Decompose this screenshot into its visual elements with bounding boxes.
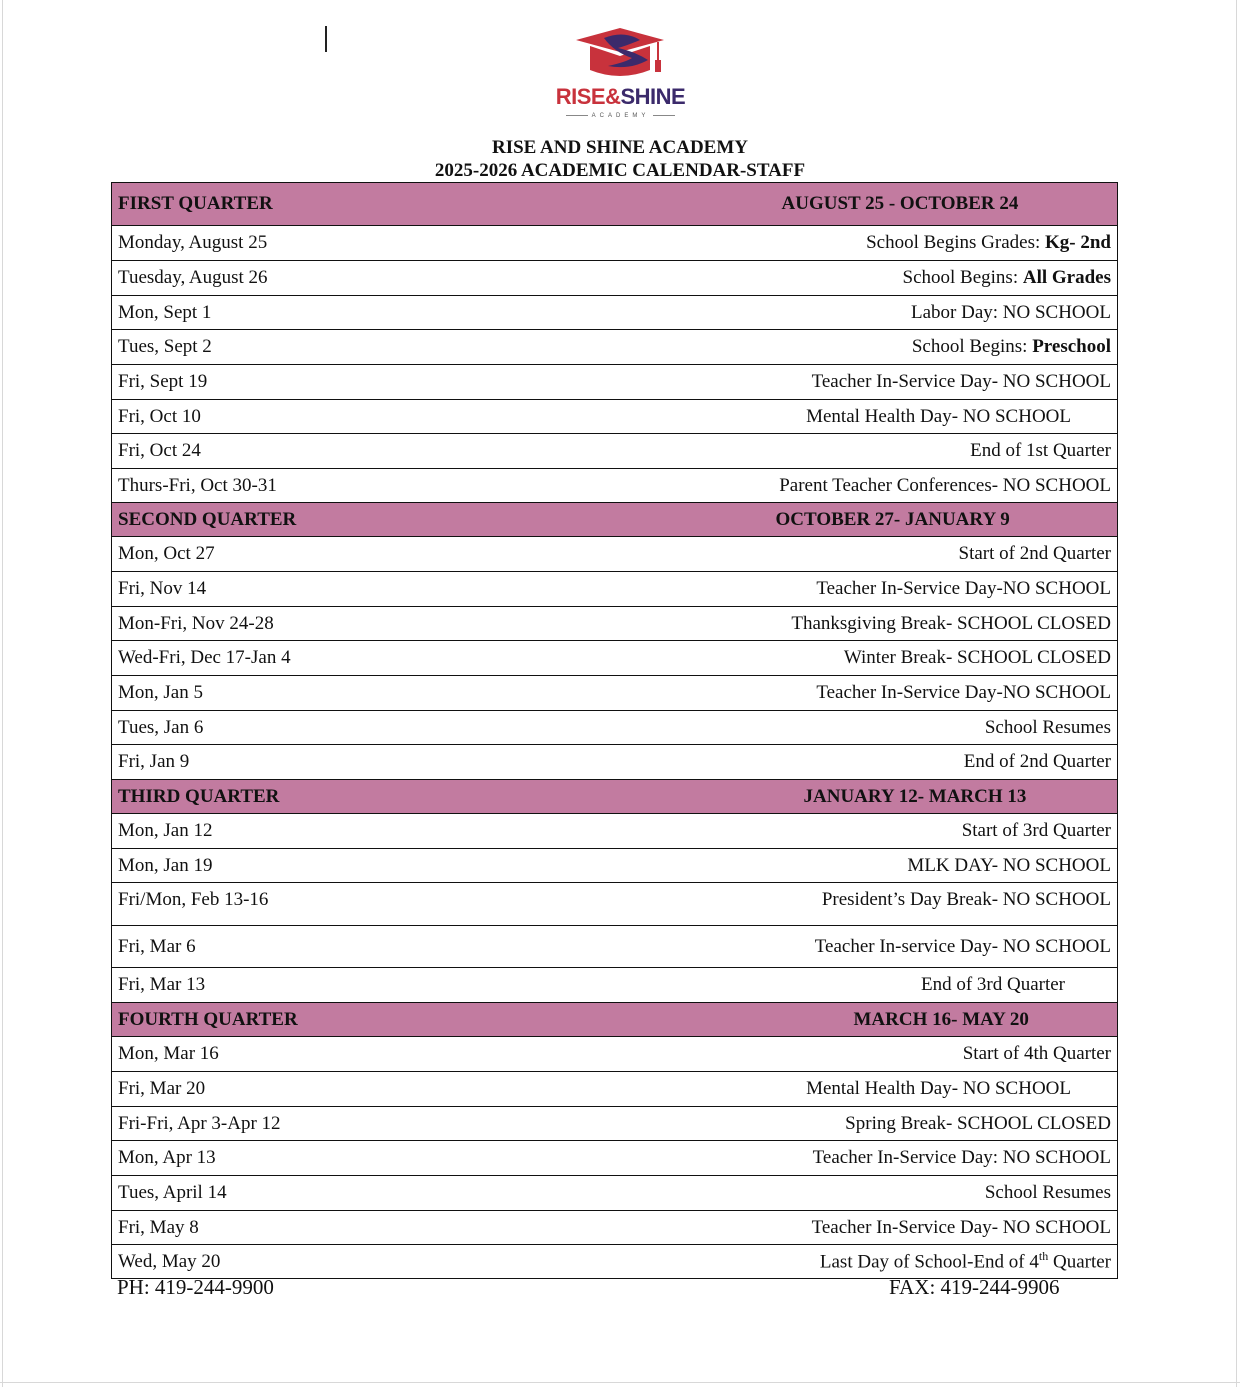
quarter-name: THIRD QUARTER	[112, 780, 612, 814]
table-row	[112, 1037, 1118, 1072]
event-desc: Teacher In-Service Day-NO SCHOOL	[612, 572, 1118, 607]
event-date: Fri, Jan 9	[112, 745, 612, 780]
event-date: Tues, Jan 6	[112, 711, 612, 745]
quarter-name: FOURTH QUARTER	[112, 1003, 612, 1037]
table-row	[112, 226, 1118, 261]
event-desc: Parent Teacher Conferences- NO SCHOOL	[612, 469, 1118, 503]
table-row	[112, 537, 1118, 572]
table-row	[112, 1107, 1118, 1141]
event-desc: School Resumes	[612, 1176, 1118, 1211]
quarter-header	[112, 1003, 1118, 1037]
quarter-header	[112, 183, 1118, 226]
event-date: Fri-Fri, Apr 3-Apr 12	[112, 1107, 612, 1141]
event-date: Mon-Fri, Nov 24-28	[112, 607, 612, 641]
quarter-range: OCTOBER 27- JANUARY 9	[612, 503, 1118, 537]
quarter-name: FIRST QUARTER	[112, 183, 612, 226]
event-desc: Start of 4th Quarter	[612, 1037, 1118, 1072]
event-desc	[612, 261, 1118, 296]
event-date: Fri, Mar 6	[112, 926, 612, 968]
doc-title: RISE AND SHINE ACADEMY	[491, 137, 749, 158]
event-date: Mon, Jan 19	[112, 849, 612, 883]
footer-phone: PH: 419-244-9900	[117, 1275, 274, 1299]
event-date: Monday, August 25	[112, 226, 612, 261]
event-superscript: th	[1038, 1249, 1049, 1264]
event-date: Tuesday, August 26	[112, 261, 612, 296]
event-date: Fri, Nov 14	[112, 572, 612, 607]
table-row	[112, 711, 1118, 745]
table-row	[112, 469, 1118, 503]
logo-word-rise: RISE&	[555, 84, 621, 109]
table-row	[112, 296, 1118, 330]
event-desc: MLK DAY- NO SCHOOL	[612, 849, 1118, 883]
event-date: Wed-Fri, Dec 17-Jan 4	[112, 641, 612, 676]
text-cursor	[325, 26, 327, 52]
quarter-range: JANUARY 12- MARCH 13	[612, 780, 1118, 814]
graduation-cap-icon	[574, 26, 668, 84]
table-row	[112, 814, 1118, 849]
event-date: Fri/Mon, Feb 13-16	[112, 883, 612, 926]
event-desc: End of 1st Quarter	[612, 434, 1118, 469]
quarter-name: SECOND QUARTER	[112, 503, 612, 537]
table-row	[112, 1211, 1118, 1245]
event-date: Mon, Jan 5	[112, 676, 612, 711]
event-date: Wed, May 20	[112, 1245, 612, 1279]
logo-wordmark	[548, 84, 693, 110]
table-row	[112, 365, 1118, 400]
event-text: School Begins Grades:	[866, 232, 1045, 253]
event-emphasis: Preschool	[1032, 336, 1111, 357]
table-row	[112, 676, 1118, 711]
event-desc: School Resumes	[612, 711, 1118, 745]
event-desc: Thanksgiving Break- SCHOOL CLOSED	[612, 607, 1118, 641]
quarter-header	[112, 503, 1118, 537]
table-row	[112, 1072, 1118, 1107]
table-row	[112, 926, 1118, 968]
table-row	[112, 641, 1118, 676]
event-desc: Start of 2nd Quarter	[612, 537, 1118, 572]
event-date: Fri, Mar 13	[112, 968, 612, 1003]
page-edge	[2, 0, 3, 1387]
quarter-header	[112, 780, 1118, 814]
event-desc: End of 3rd Quarter	[612, 968, 1118, 1003]
event-text: School Begins:	[911, 336, 1033, 357]
event-desc: Teacher In-Service Day: NO SCHOOL	[612, 1141, 1118, 1176]
event-date: Tues, April 14	[112, 1176, 612, 1211]
event-desc: Labor Day: NO SCHOOL	[612, 296, 1118, 330]
event-date: Mon, Sept 1	[112, 296, 612, 330]
event-date: Fri, Oct 10	[112, 400, 612, 434]
logo-tagline: ACADEMY	[548, 112, 693, 120]
footer-fax: FAX: 419-244-9906	[889, 1275, 1060, 1299]
page-edge	[1236, 0, 1237, 1387]
event-desc: Mental Health Day- NO SCHOOL	[612, 1072, 1118, 1107]
event-desc: Winter Break- SCHOOL CLOSED	[612, 641, 1118, 676]
event-desc	[612, 226, 1118, 261]
event-desc: Teacher In-service Day- NO SCHOOL	[612, 926, 1118, 968]
table-row	[112, 400, 1118, 434]
table-row	[112, 883, 1118, 926]
event-emphasis: All Grades	[1022, 267, 1111, 288]
event-desc: Teacher In-Service Day- NO SCHOOL	[612, 1211, 1118, 1245]
quarter-range: AUGUST 25 - OCTOBER 24	[612, 183, 1118, 226]
event-desc: Teacher In-Service Day-NO SCHOOL	[612, 676, 1118, 711]
calendar-table	[111, 182, 1118, 1279]
event-date: Fri, Sept 19	[112, 365, 612, 400]
event-desc: Mental Health Day- NO SCHOOL	[612, 400, 1118, 434]
table-row	[112, 1176, 1118, 1211]
event-desc: Spring Break- SCHOOL CLOSED	[612, 1107, 1118, 1141]
table-row	[112, 745, 1118, 780]
event-emphasis: Kg- 2nd	[1045, 232, 1111, 253]
event-desc: Start of 3rd Quarter	[612, 814, 1118, 849]
event-date: Mon, Mar 16	[112, 1037, 612, 1072]
event-date: Tues, Sept 2	[112, 330, 612, 365]
event-text: School Begins:	[902, 267, 1023, 288]
table-row	[112, 607, 1118, 641]
doc-subtitle: 2025-2026 ACADEMIC CALENDAR-STAFF	[434, 160, 806, 181]
event-desc	[612, 330, 1118, 365]
table-row	[112, 330, 1118, 365]
event-date: Mon, Apr 13	[112, 1141, 612, 1176]
academy-logo	[548, 26, 693, 121]
event-text-suffix: Quarter	[1048, 1251, 1111, 1273]
event-date: Mon, Jan 12	[112, 814, 612, 849]
table-row	[112, 849, 1118, 883]
table-row	[112, 434, 1118, 469]
table-row	[112, 261, 1118, 296]
event-date: Fri, Mar 20	[112, 1072, 612, 1107]
event-desc: End of 2nd Quarter	[612, 745, 1118, 780]
quarter-range: MARCH 16- MAY 20	[612, 1003, 1118, 1037]
page-edge	[0, 1382, 1240, 1383]
event-desc: Teacher In-Service Day- NO SCHOOL	[612, 365, 1118, 400]
event-date: Thurs-Fri, Oct 30-31	[112, 469, 612, 503]
table-row	[112, 968, 1118, 1003]
event-text: Last Day of School-End of 4	[819, 1251, 1039, 1273]
table-row	[112, 1141, 1118, 1176]
table-row	[112, 572, 1118, 607]
event-date: Fri, May 8	[112, 1211, 612, 1245]
event-date: Fri, Oct 24	[112, 434, 612, 469]
event-date: Mon, Oct 27	[112, 537, 612, 572]
event-desc: President’s Day Break- NO SCHOOL	[612, 883, 1118, 926]
logo-word-shine: SHINE	[620, 84, 686, 109]
